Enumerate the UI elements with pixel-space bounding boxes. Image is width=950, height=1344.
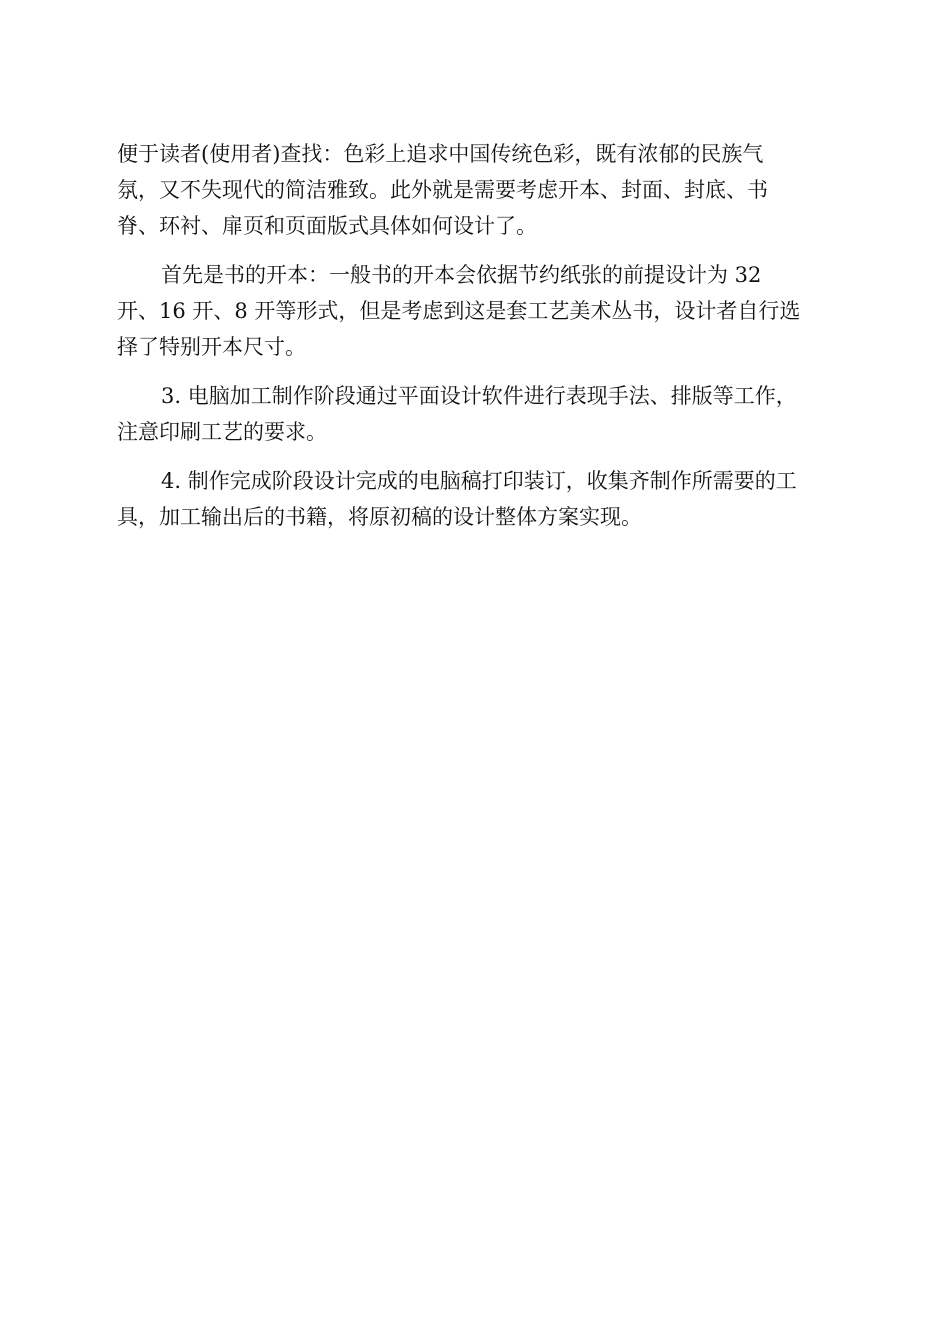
text-line: 脊、环衬、扉页和页面版式具体如何设计了。 xyxy=(117,214,537,238)
text-line: 择了特别开本尺寸。 xyxy=(117,335,306,359)
paragraph-spacer xyxy=(117,244,833,257)
text-line: 首先是书的开本：一般书的开本会依据节约纸张的前提设计为 32 xyxy=(161,263,762,287)
text-line: 3. 电脑加工制作阶段通过平面设计软件进行表现手法、排版等工作， xyxy=(161,384,797,408)
text-line: 便于读者(使用者)查找：色彩上追求中国传统色彩，既有浓郁的民族气 xyxy=(117,142,764,166)
paragraph-step-3 xyxy=(117,378,833,450)
paragraph-spacer xyxy=(117,365,833,378)
text-line: 具，加工输出后的书籍，将原初稿的设计整体方案实现。 xyxy=(117,505,642,529)
paragraph-spacer xyxy=(117,450,833,463)
paragraph-book-format xyxy=(117,257,833,365)
paragraph-step-4 xyxy=(117,463,833,535)
text-line: 4. 制作完成阶段设计完成的电脑稿打印装订，收集齐制作所需要的工 xyxy=(161,469,797,493)
document-body xyxy=(117,136,833,535)
text-line: 开、16 开、8 开等形式，但是考虑到这是套工艺美术丛书，设计者自行选 xyxy=(117,299,801,323)
paragraph-intro-continued xyxy=(117,136,833,244)
text-line: 注意印刷工艺的要求。 xyxy=(117,420,327,444)
text-line: 氛，又不失现代的简洁雅致。此外就是需要考虑开本、封面、封底、书 xyxy=(117,178,768,202)
